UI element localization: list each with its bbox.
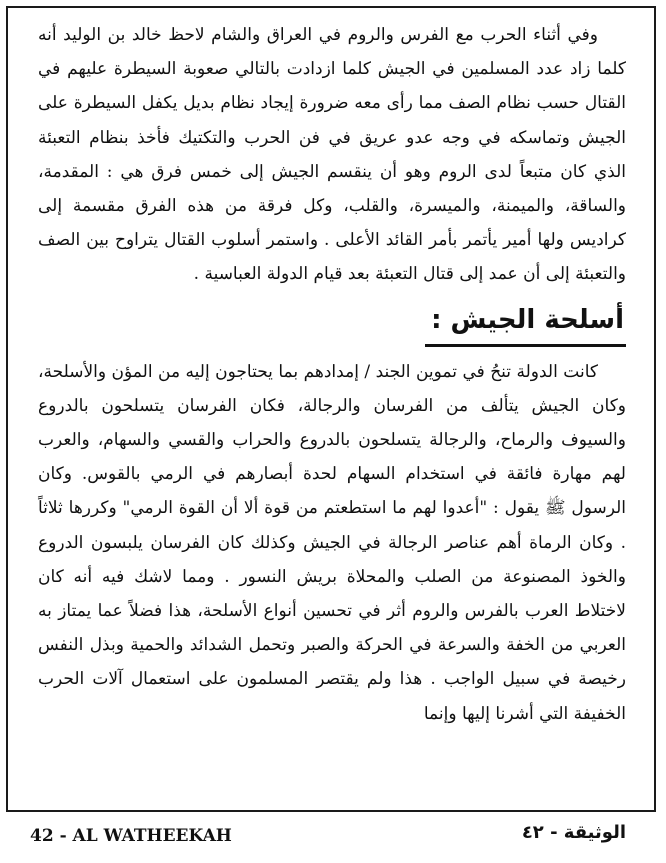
footer-page-label-arabic: الوثيقة - ٤٢ [521, 822, 626, 843]
footer-page-label-latin: 42 - AL WATHEEKAH [30, 826, 232, 846]
intro-paragraph: وفي أثناء الحرب مع الفرس والروم في العراق والشام لاحظ خالد بن الوليد أنه كلما زاد عدد المسلمين في الجيش كلما ازدادت بالتالي صعوبة السيطرة عليهم في القتال حسب نظام الصف مما رأى معه ضرورة إيجاد نظام بديل يكفل السيطرة على الجيش وتماسكه في وجه عدو عريق في فن الحرب والتكتيك فأخذ بنظام التعبئة الذي كان متبعاً لدى الروم وهو أن ينقسم الجيش إلى خمس فرق هي : المقدمة، والساقة، والميمنة، والميسرة، والقلب، وكل فرقة من هذه الفرق مقسمة إلى كراديس ولها أمير يأتمر بأمر القائد الأعلى . واستمر أسلوب القتال يتراوح بين الصف والتعبئة إلى أن عمد إلى قتال التعبئة بعد قيام الدولة العباسية . [38, 25, 626, 285]
weapons-paragraph: كانت الدولة تنحُ في تموين الجند / إمدادهم بما يحتاجون إليه من المؤن والأسلحة، وكان الجيش يتألف من الفرسان والرجالة، فكان الفرسان يتسلحون بالدروع والسيوف والرماح، والرجالة يتسلحون بالدروع والحراب والقسي والسهام، والعرب لهم مهارة فائقة في استخدام السهام لحدة أبصارهم في الرمي بالقوس. وكان الرسول ﷺ يقول : "أعدوا لهم ما استطعتم من قوة ألا أن القوة الرمي" وكررها ثلاثاً . وكان الرماة أهم عناصر الرجالة في الجيش وكذلك كان الفرسان يلبسون الدروع والخوذ المصنوعة من الصلب والمحلاة بريش النسور . ومما لاشك فيه أنه كان لاختلاط العرب بالفرس والروم أثر في تحسين أنواع الأسلحة، هذا فضلاً عما يمتاز به العربي من الخفة والسرعة في الحركة والصبر وتحمل الشدائد والحمية وبذل النفس رخيصة في سبيل الواجب . هذا ولم يقتصر المسلمون على استعمال آلات الحرب الخفيفة التي أشرنا إليها وإنما [38, 361, 626, 724]
section-heading: أسلحة الجيش : [425, 298, 626, 347]
section-heading-wrap [38, 298, 626, 347]
page-frame [6, 6, 656, 812]
article-body [38, 18, 626, 731]
